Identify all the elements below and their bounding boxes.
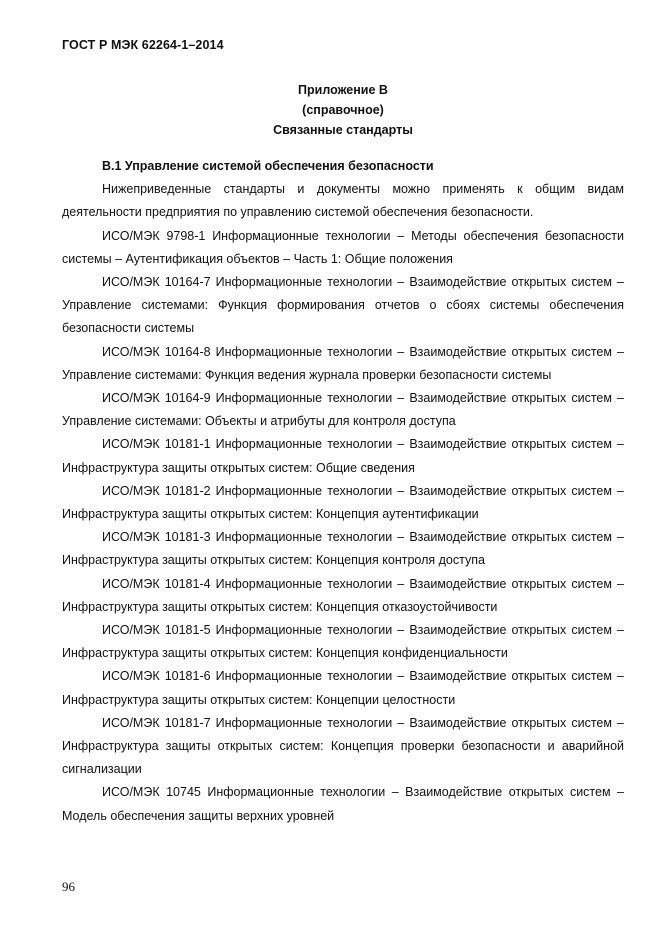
appendix-title: Приложение В	[298, 83, 388, 97]
paragraph: ИСО/МЭК 10181-4 Информационные технологии – Взаимодействие открытых систем – Инфраструктура защиты открытых систем: Концепция отказоустойчивости	[62, 576, 624, 614]
paragraph: ИСО/МЭК 10164-9 Информационные технологии – Взаимодействие открытых систем – Управление системами: Объекты и атрибуты для контроля доступа	[62, 391, 624, 429]
page-number: 96	[62, 879, 75, 894]
paragraph: ИСО/МЭК 10181-6 Информационные технологии – Взаимодействие открытых систем – Инфраструктура защиты открытых систем: Концепции целостности	[62, 669, 624, 707]
appendix-subtitle: Связанные стандарты	[273, 123, 413, 137]
paragraph: ИСО/МЭК 10164-8 Информационные технологии – Взаимодействие открытых систем – Управление системами: Функция ведения журнала проверки безопасности системы	[62, 344, 624, 382]
paragraph: Нижеприведенные стандарты и документы можно применять к общим видам деятельности предприятия по управлению системой обеспечения безопасности.	[62, 182, 624, 220]
paragraph: ИСО/МЭК 10745 Информационные технологии – Взаимодействие открытых систем – Модель обеспечения защиты верхних уровней	[62, 785, 624, 823]
document-header: ГОСТ Р МЭК 62264-1–2014	[62, 38, 224, 52]
appendix-type: (справочное)	[302, 103, 384, 117]
section-heading: В.1 Управление системой обеспечения безопасности	[102, 159, 434, 173]
section-body	[62, 155, 624, 828]
paragraph: ИСО/МЭК 10181-2 Информационные технологии – Взаимодействие открытых систем – Инфраструктура защиты открытых систем: Концепция аутентификации	[62, 483, 624, 522]
paragraph: ИСО/МЭК 10181-5 Информационные технологии – Взаимодействие открытых систем – Инфраструктура защиты открытых систем: Концепция конфиденциальности	[62, 623, 624, 661]
paragraph: ИСО/МЭК 10181-1 Информационные технологии – Взаимодействие открытых систем – Инфраструктура защиты открытых систем: Общие сведения	[62, 437, 624, 475]
appendix-titles	[62, 80, 624, 140]
paragraph: ИСО/МЭК 10181-3 Информационные технологии – Взаимодействие открытых систем – Инфраструктура защиты открытых систем: Концепция контроля доступа	[62, 530, 624, 568]
paragraph: ИСО/МЭК 9798-1 Информационные технологии – Методы обеспечения безопасности системы – Аутентификация объектов – Часть 1: Общие положения	[62, 228, 624, 266]
paragraph: ИСО/МЭК 10164-7 Информационные технологии – Взаимодействие открытых систем – Управление системами: Функция формирования отчетов о сбоях системы обеспечения безопасности системы	[62, 275, 624, 336]
paragraph: ИСО/МЭК 10181-7 Информационные технологии – Взаимодействие открытых систем – Инфраструктура защиты открытых систем: Концепция проверки безопасности и аварийной сигнализации	[62, 715, 624, 777]
